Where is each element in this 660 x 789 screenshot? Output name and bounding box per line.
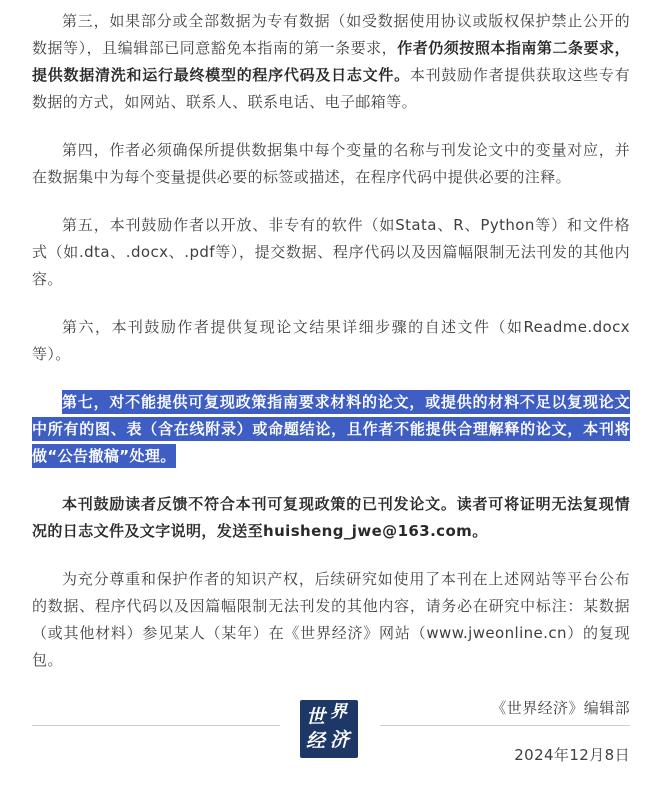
logo-char-1: 世 — [306, 706, 326, 728]
signature-org: 《世界经济》编辑部 — [491, 699, 630, 717]
paragraph-3-tail: 本刊鼓励作者提供获取这些专有数据的方式，如网站、联系人、联系电话、电子邮箱等。 — [32, 66, 630, 111]
selected-text[interactable]: 第七，对不能提供可复现政策指南要求材料的论文，或提供的材料不足以复现论文中所有的图、表（含在线附录）或命题结论，且作者不能提供合理解释的论文，本刊将做“公告撤稿”处理。 — [32, 390, 630, 468]
paragraph-3-bold: 作者仍须按照本指南第二条要求，提供数据清洗和运行最终模型的程序代码及日志文件。 — [32, 39, 630, 84]
paragraph-8: 本刊鼓励读者反馈不符合本刊可复现政策的已刊发论文。读者可将证明无法复现情况的日志文件及文字说明，发送至huisheng_jwe@163.com。 — [32, 495, 630, 540]
divider-left — [32, 725, 280, 726]
paragraph-9: 为充分尊重和保护作者的知识产权，后续研究如使用了本刊在上述网站等平台公布的数据、程序代码以及因篇幅限制无法刊发的其他内容，请务必在研究中标注：某数据（或其他材料）参见某人（某年）在《世界经济》网站（www.jweonline.cn）的复现包。 — [32, 570, 630, 669]
footer — [0, 696, 660, 763]
paragraph-5: 第五，本刊鼓励作者以开放、非专有的软件（如Stata、R、Python等）和文件格式（如.dta、.docx、.pdf等），提交数据、程序代码以及因篇幅限制无法刊发的其他内容。 — [32, 216, 630, 288]
logo-char-4: 济 — [330, 729, 350, 751]
paragraph-4: 第四，作者必须确保所提供数据集中每个变量的名称与刊发论文中的变量对应，并在数据集中为每个变量提供必要的标签或描述，在程序代码中提供必要的注释。 — [32, 141, 630, 186]
paragraph-6: 第六，本刊鼓励作者提供复现论文结果详细步骤的自述文件（如Readme.docx等）。 — [32, 318, 630, 363]
logo-char-3: 经 — [306, 730, 326, 752]
signature-date: 2024年12月8日 — [514, 746, 630, 764]
paragraph-7-selected[interactable] — [32, 389, 630, 470]
divider-right — [380, 725, 630, 726]
journal-logo — [300, 700, 358, 758]
paragraph-3-text: 第三，如果部分或全部数据为专有数据（如受数据使用协议或版权保护禁止公开的数据等），且编辑部已同意豁免本指南的第一条要求， — [32, 12, 630, 57]
paragraph-3 — [32, 8, 630, 116]
article-body — [32, 8, 630, 789]
logo-char-2: 界 — [330, 702, 347, 722]
